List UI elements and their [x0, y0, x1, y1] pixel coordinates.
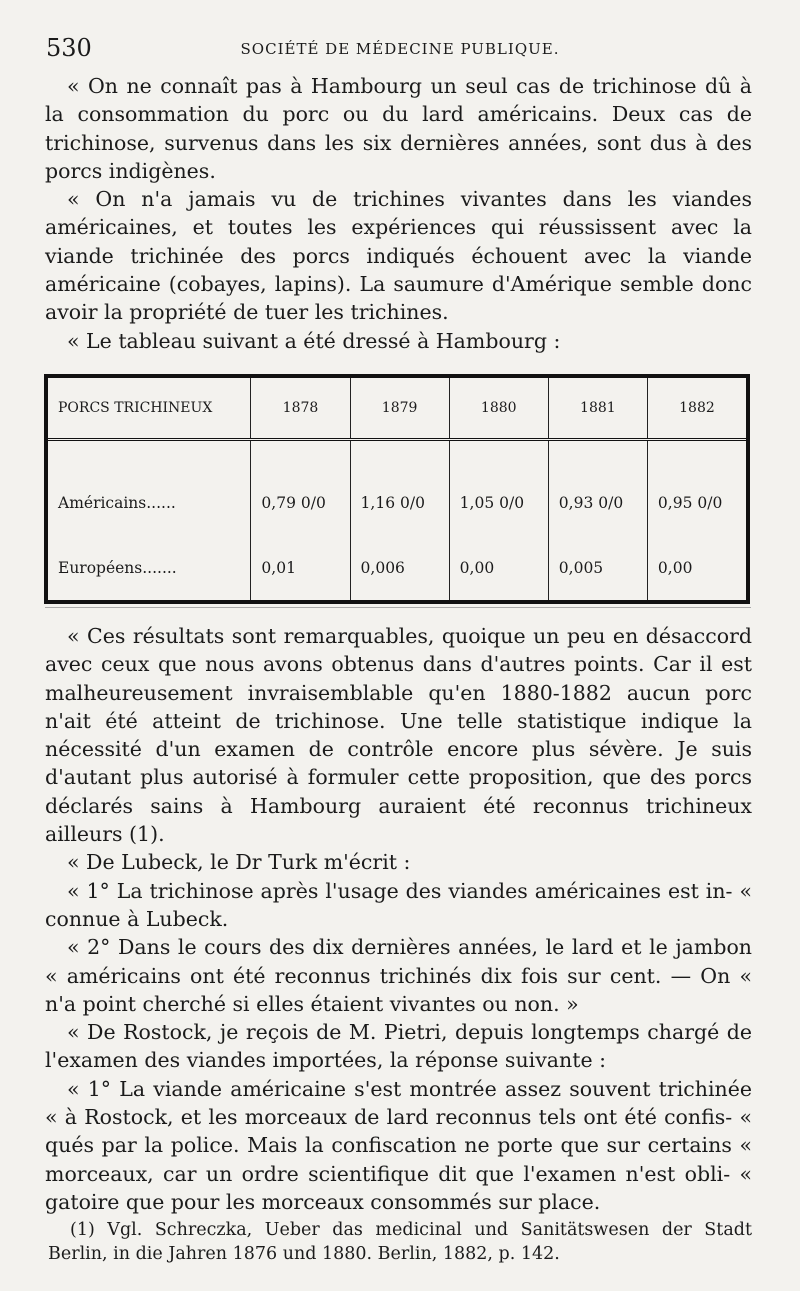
page-number: 530	[46, 34, 92, 62]
table-header-label: PORCS TRICHINEUX	[48, 378, 251, 440]
row-label: Européens.......	[58, 558, 177, 577]
table-cell: 0,79 0/0	[251, 471, 350, 535]
year-header: 1881	[548, 378, 647, 440]
paragraph: « On ne connaît pas à Hambourg un seul cas de trichinose dû à la consommation du porc ou du lard américains. Deux cas de trichinose, survenus dans les six dernières années, sont dus à des porcs indigènes.	[45, 74, 752, 183]
table-cell: 0,93 0/0	[548, 471, 647, 535]
statistics-table	[48, 378, 746, 600]
table-cell: 0,00	[647, 536, 746, 600]
paragraph: « Ces résultats sont remarquables, quoique un peu en désaccord avec ceux que nous avons obtenus dans d'autres points. Car il est malheureusement invraisemblable qu'en 1880-1882 aucun porc n'ait été atteint de trichinose. Une telle statistique indique la nécessité d'un examen de contrôle encore plus sévère. Je suis d'autant plus autorisé à formuler cette proposition, que des porcs déclarés sains à Hambourg auraient été reconnus trichineux ailleurs (1).	[45, 624, 752, 847]
table-cell: 1,05 0/0	[449, 471, 548, 535]
row-label: Américains......	[58, 494, 176, 513]
paragraph: « On n'a jamais vu de trichines vivantes dans les viandes américaines, et toutes les expériences qui réussissent avec la viande trichinée des porcs indiqués échouent avec la viande américaine (cobayes, lapins). La saumure d'Amérique semble donc avoir la propriété de tuer les trichines.	[45, 187, 752, 325]
paragraph: « De Rostock, je reçois de M. Pietri, depuis longtemps chargé de l'examen des viandes importées, la réponse suivante :	[45, 1020, 752, 1073]
year-header: 1878	[251, 378, 350, 440]
table-cell: 0,01	[251, 536, 350, 600]
paragraph: « Le tableau suivant a été dressé à Hambourg :	[67, 328, 561, 353]
trichinosis-table	[44, 374, 750, 604]
running-head: SOCIÉTÉ DE MÉDECINE PUBLIQUE.	[240, 40, 560, 58]
paragraph: « 2° Dans le cours des dix dernières années, le lard et le jambon « américains ont été reconnus trichinés dix fois sur cent. — On « n'a point cherché si elles étaient vivantes ou non. »	[45, 935, 752, 1016]
paragraph: « 1° La trichinose après l'usage des viandes américaines est in- « connue à Lubeck.	[45, 878, 752, 931]
year-header: 1882	[647, 378, 746, 440]
year-header: 1879	[350, 378, 449, 440]
table-row	[48, 536, 746, 600]
table-cell: 1,16 0/0	[350, 471, 449, 535]
page-header	[40, 34, 760, 64]
table-cell: 0,95 0/0	[647, 471, 746, 535]
top-paragraphs	[45, 72, 752, 355]
paragraph: « De Lubeck, le Dr Turk m'écrit :	[67, 850, 411, 875]
table-cell: 0,005	[548, 536, 647, 600]
bottom-paragraphs	[45, 622, 752, 1216]
footnote: (1) Vgl. Schreczka, Ueber das medicinal und Sanitätswesen der Stadt Berlin, in die Jahren 1876 und 1880. Berlin, 1882, p. 142.	[48, 1220, 752, 1264]
table-cell: 0,006	[350, 536, 449, 600]
paragraph: « 1° La viande américaine s'est montrée assez souvent trichinée « à Rostock, et les morceaux de lard reconnus tels ont été confis- « qués par la police. Mais la confiscation ne porte que sur certains « morceaux, car un ordre scientifique dit que l'examen n'est obli- « gatoire que pour les morceaux consommés sur place.	[45, 1076, 752, 1214]
table-bottom-rule	[45, 607, 751, 608]
year-header: 1880	[449, 378, 548, 440]
table-row	[48, 471, 746, 535]
table-cell: 0,00	[449, 536, 548, 600]
